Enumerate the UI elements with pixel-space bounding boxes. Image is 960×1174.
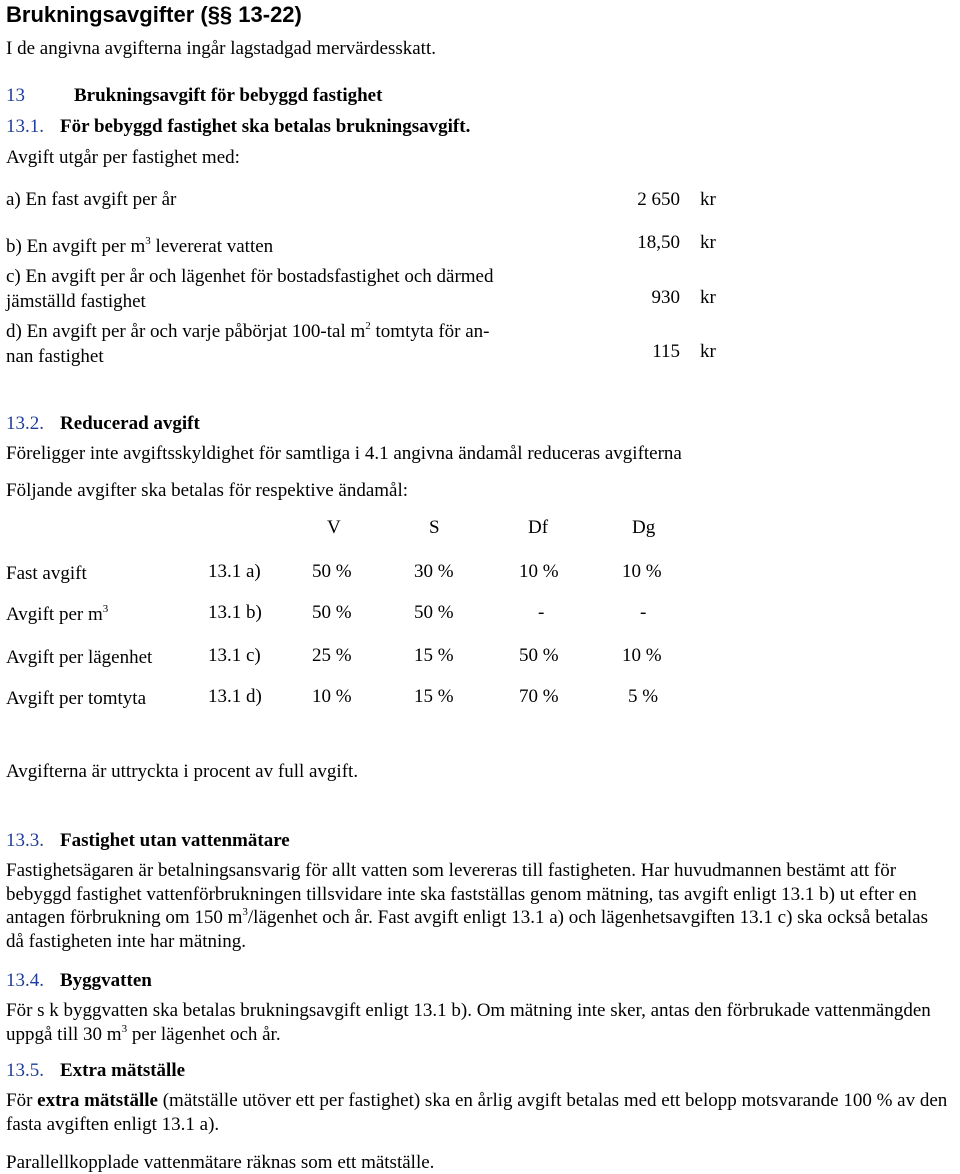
section-13-2-text: Följande avgifter ska betalas för respektive ändamål:: [6, 480, 409, 501]
table-row-label: Avgift per tomtyta: [6, 688, 147, 709]
table-cell: 15 %: [414, 645, 454, 666]
section-13-3-title: Fastighet utan vattenmätare: [60, 830, 290, 851]
table-row-ref: 13.1 a): [208, 561, 261, 582]
table-cell: 50 %: [312, 561, 352, 582]
table-row-ref: 13.1 d): [208, 686, 262, 707]
table-row-label: Fast avgift: [6, 563, 87, 584]
fee-item-unit: kr: [700, 287, 716, 308]
intro-text: I de angivna avgifterna ingår lagstadgad mervärdesskatt.: [6, 38, 436, 59]
fee-item-amount: 930: [651, 287, 680, 308]
table-cell: 10 %: [519, 561, 559, 582]
fee-item-unit: kr: [700, 341, 716, 362]
table-header-df: Df: [528, 517, 549, 538]
table-cell: 5 %: [628, 686, 659, 707]
table-cell: 25 %: [312, 645, 352, 666]
fee-item-unit: kr: [700, 189, 716, 210]
section-13-4-text: För s k byggvatten ska betalas brukningsavgift enligt 13.1 b). Om mätning inte sker, antas den förbrukade vattenmängden uppgå till 30 $m^3$ per lägenhet och år.: [6, 1000, 931, 1045]
table-cell: -: [538, 602, 545, 623]
table-cell: -: [640, 602, 647, 623]
section-13-5-text: För extra mätställe (mätställe utöver ett per fastighet) ska en årlig avgift betalas med ett belopp motsvarande 100 % av den fasta avgiften enligt 13.1 a).: [6, 1090, 948, 1135]
page-title: Brukningsavgifter (§§ 13-22): [6, 2, 302, 27]
table-row-label: Avgift per $m^3$: [6, 603, 109, 625]
table-cell: 10 %: [312, 686, 352, 707]
section-13-2-note: Avgifterna är uttryckta i procent av full avgift.: [6, 761, 359, 782]
fee-item-label: b) En avgift per $m^3$ levererat vatten: [6, 235, 274, 257]
section-13-1-title: För bebyggd fastighet ska betalas brukningsavgift.: [60, 116, 471, 137]
fee-item-label: a) En fast avgift per år: [6, 189, 177, 210]
section-13-4-number: 13.4.: [6, 970, 44, 991]
section-13-number: 13: [6, 85, 25, 106]
section-13-5-number: 13.5.: [6, 1060, 44, 1081]
section-13-5-title: Extra mätställe: [60, 1060, 186, 1081]
fee-item-amount: 18,50: [637, 232, 680, 253]
table-cell: 10 %: [622, 645, 662, 666]
section-13-3-number: 13.3.: [6, 830, 44, 851]
table-cell: 50 %: [519, 645, 559, 666]
section-13-1-number: 13.1.: [6, 116, 44, 137]
section-13-5-text: Parallellkopplade vattenmätare räknas som ett mätställe.: [6, 1152, 435, 1173]
table-cell: 50 %: [312, 602, 352, 623]
table-cell: 30 %: [414, 561, 454, 582]
table-header-s: S: [429, 517, 440, 538]
table-row-label: Avgift per lägenhet: [6, 647, 153, 668]
table-cell: 10 %: [622, 561, 662, 582]
table-cell: 15 %: [414, 686, 454, 707]
table-cell: 70 %: [519, 686, 559, 707]
table-cell: 50 %: [414, 602, 454, 623]
fee-item-label-cont: nan fastighet: [6, 346, 104, 367]
fee-item-amount: 2 650: [637, 189, 680, 210]
section-13-4-title: Byggvatten: [60, 970, 152, 991]
table-header-dg: Dg: [632, 517, 656, 538]
fee-item-label: c) En avgift per år och lägenhet för bostadsfastighet och därmed: [6, 266, 494, 287]
section-13-3-text: Fastighetsägaren är betalningsansvarig för allt vatten som levereras till fastigheten. Har huvudmannen bestämt att för bebyggd fastighet vattenförbrukningen tillsvidare inte ska fastställas genom mätning, tas avgift enligt 13.1 b) ut efter en antagen förbrukning om 150 $m^3$/lägenhet och år. Fast avgift enligt 13.1 a) och lägenhetsavgiften 13.1 c) ska också betalas då fastigheten inte har mätning.: [6, 860, 928, 952]
fee-item-amount: 115: [652, 341, 680, 362]
table-row-ref: 13.1 c): [208, 645, 261, 666]
fee-item-unit: kr: [700, 232, 716, 253]
section-13-2-text: Föreligger inte avgiftsskyldighet för samtliga i 4.1 angivna ändamål reduceras avgifterna: [6, 443, 682, 464]
table-row-ref: 13.1 b): [208, 602, 262, 623]
section-13-title: Brukningsavgift för bebyggd fastighet: [74, 85, 383, 106]
table-header-v: V: [327, 517, 341, 538]
section-13-1-lead: Avgift utgår per fastighet med:: [6, 147, 240, 168]
fee-item-label-cont: jämställd fastighet: [6, 291, 146, 312]
fee-item-label: d) En avgift per år och varje påbörjat 100-tal $m^2$ tomtyta för an-: [6, 320, 490, 342]
section-13-2-title: Reducerad avgift: [60, 413, 200, 434]
section-13-2-number: 13.2.: [6, 413, 44, 434]
